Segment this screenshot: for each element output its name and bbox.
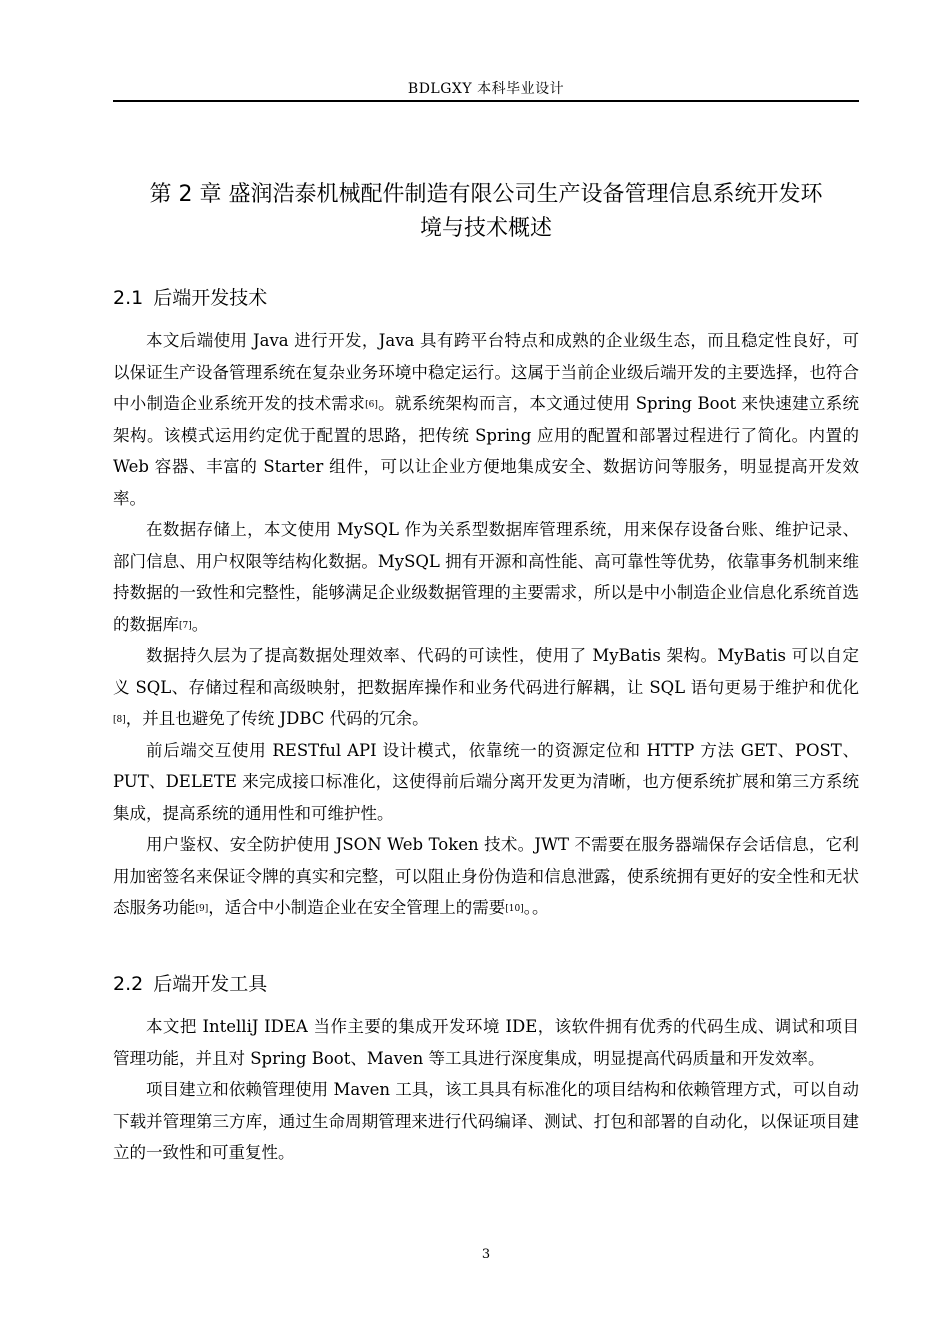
paragraph-text: ，并且也避免了传统 JDBC 代码的冗余。	[125, 709, 429, 728]
citation: [8]	[113, 715, 126, 725]
paragraph: 前后端交互使用 RESTful API 设计模式，依靠统一的资源定位和 HTTP 方法 GET、POST、PUT、DELETE 来完成接口标准化，这使得前后端分离开发更为清晰，也方便系统扩展和第三方系统集成，提高系统的通用性和可维护性。	[113, 740, 859, 823]
paragraph	[113, 829, 859, 924]
page-number: 3	[481, 1247, 491, 1262]
paragraph-text: ，适合中小制造企业在安全管理上的需要	[208, 898, 506, 917]
running-header: BDLGXY 本科毕业设计	[407, 81, 565, 97]
citation: [7]	[179, 620, 192, 631]
paragraph: 项目建立和依赖管理使用 Maven 工具，该工具具有标准化的项目结构和依赖管理方式，可以自动下载并管理第三方库，通过生命周期管理来进行代码编译、测试、打包和部署的自动化，以保证项目建立的一致性和可重复性。	[113, 1080, 859, 1162]
section-title: 后端开发技术	[153, 287, 268, 309]
section-title: 后端开发工具	[153, 973, 268, 995]
paragraph-text: 数据持久层为了提高数据处理效率、代码的可读性，使用了 MyBatis 架构。MyBatis 可以自定义 SQL、存储过程和高级映射，把数据库操作和业务代码进行解耦，让 SQL 语句更易于维护和优化	[113, 646, 859, 697]
paragraph: 本文把 IntelliJ IDEA 当作主要的集成开发环境 IDE，该软件拥有优秀的代码生成、调试和项目管理功能，并且对 Spring Boot、Maven 等工具进行深度集成，明显提高代码质量和开发效率。	[113, 1017, 859, 1068]
paragraph-text: 在数据存储上，本文使用 MySQL 作为关系型数据库管理系统，用来保存设备台账、维护记录、部门信息、用户权限等结构化数据。MySQL 拥有开源和高性能、高可靠性等优势，依靠事务机制来维持数据的一致性和完整性，能够满足企业级数据管理的主要需求，所以是中小制造企业信息化系统首选的数据库	[113, 520, 859, 634]
section-heading-2-2	[113, 970, 859, 998]
header-rule	[113, 100, 859, 102]
section-2-1-body	[113, 325, 859, 924]
citation: [6]	[365, 400, 378, 410]
paragraph-text: 。就系统架构而言，本文通过使用 Spring Boot 来快速建立系统架构。该模式运用约定优于配置的思路，把传统 Spring 应用的配置和部署过程进行了简化。内置的 Web 容器、丰富的 Starter 组件，可以让企业方便地集成安全、数据访问等服务，明显提高开发效率。	[113, 394, 860, 508]
chapter-title	[113, 178, 859, 246]
paragraph-text: 。。	[523, 898, 549, 917]
section-heading-2-1	[113, 284, 859, 312]
section-number: 2.1	[113, 287, 144, 309]
chapter-title-line1: 第 2 章 盛润浩泰机械配件制造有限公司生产设备管理信息系统开发环	[149, 182, 823, 207]
section-2-2-body	[113, 1011, 859, 1169]
paragraph-text: 本文后端使用 Java 进行开发，Java 具有跨平台特点和成熟的企业级生态，而且稳定性良好，可以保证生产设备管理系统在复杂业务环境中稳定运行。这属于当前企业级后端开发的主要选择，也符合中小制造企业系统开发的技术需求	[113, 331, 859, 413]
paragraph	[113, 325, 859, 514]
paragraph	[113, 514, 859, 640]
chapter-title-line2: 境与技术概述	[419, 216, 552, 241]
paragraph-text: 。	[191, 614, 209, 634]
citation: [9]	[195, 904, 209, 914]
citation: [10]	[505, 904, 524, 914]
paragraph-text: 用户鉴权、安全防护使用 JSON Web Token 技术。JWT 不需要在服务器端保存会话信息，它利用加密签名来保证令牌的真实和完整，可以阻止身份伪造和信息泄露，使系统拥有更好的安全性和无状态服务功能	[113, 835, 859, 917]
paragraph	[113, 640, 859, 735]
section-number: 2.2	[113, 973, 144, 995]
